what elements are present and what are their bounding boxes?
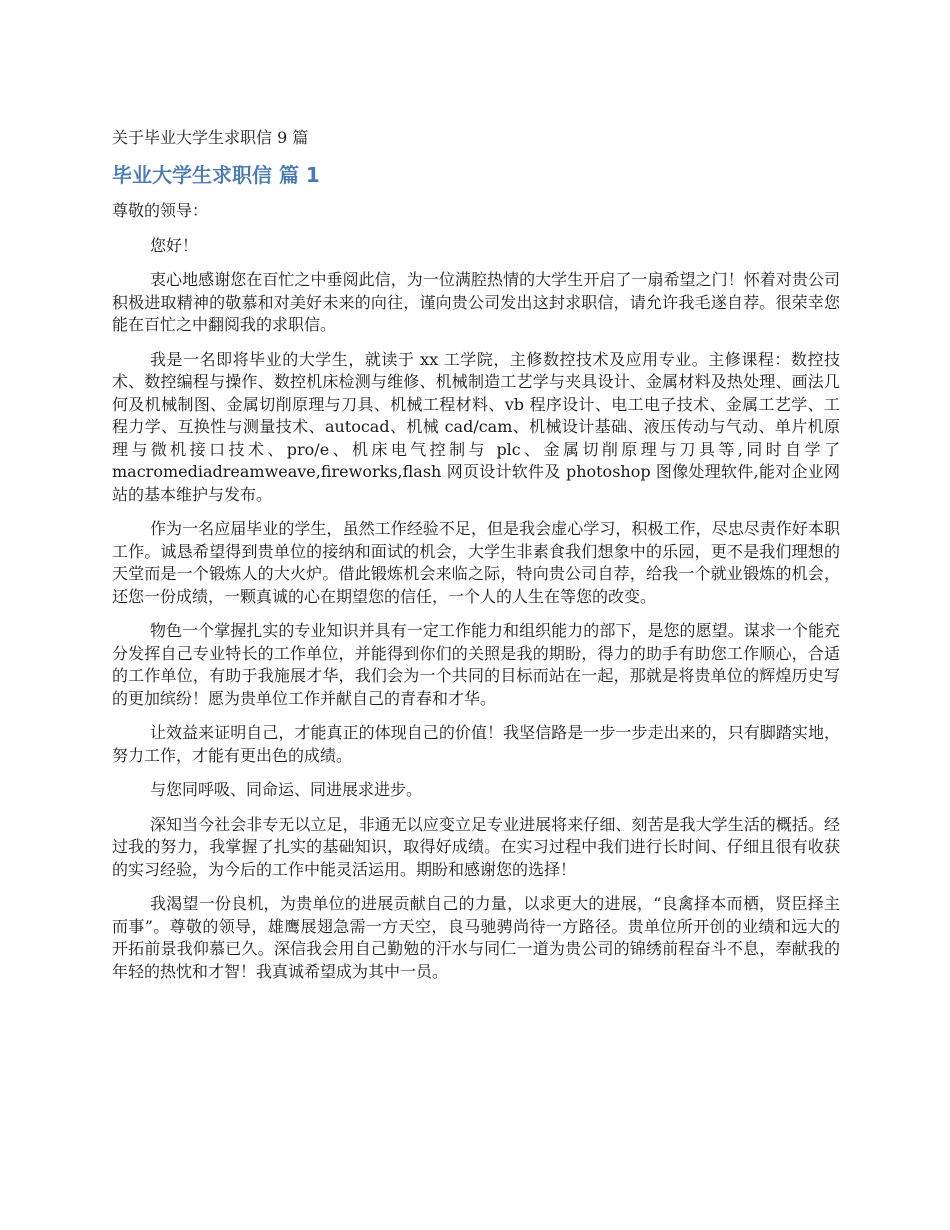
paragraph: 我是一名即将毕业的大学生，就读于 xx 工学院，主修数控技术及应用专业。主修课程：数控技术、数控编程与操作、数控机床检测与维修、机械制造工艺学与夹具设计、金属材料及热处理、画法几何及机械制图、金属切削原理与刀具、机械工程材料、vb 程序设计、电工电子技术、金属工艺学、工程力学、互换性与测量技术、autocad、机械 cad/cam、机械设计基础、液压传动与气动、单片机原理与微机接口技术、pro/e、机床电气控制与 plc、金属切削原理与刀具等,同时自学了 macromediadreamweave,fireworks,flash 网页设计软件及 photoshop 图像处理软件,能对企业网站的基本维护与发布。 [112, 349, 840, 504]
paragraph: 物色一个掌握扎实的专业知识并具有一定工作能力和组织能力的部下，是您的愿望。谋求一个能充分发挥自己专业特长的工作单位，并能得到你们的关照是我的期盼，得力的助手有助您工作顺心，合适的工作单位，有助于我施展才华，我们会为一个共同的目标而站在一起，那就是将贵单位的辉煌历史写的更加缤纷！愿为贵单位工作并献自己的青春和才华。 [112, 621, 840, 708]
greeting: 您好！ [150, 235, 199, 255]
section-heading: 毕业大学生求职信 篇 1 [112, 163, 320, 187]
paragraph: 作为一名应届毕业的学生，虽然工作经验不足，但是我会虚心学习，积极工作，尽忠尽责作好本职工作。诚恳希望得到贵单位的接纳和面试的机会，大学生非素食我们想象中的乐园，更不是我们理想的天堂而是一个锻炼人的大火炉。借此锻炼机会来临之际，特向贵公司自荐，给我一个就业锻炼的机会，还您一份成绩，一颗真诚的心在期望您的信任，一个人的人生在等您的改变。 [112, 519, 840, 606]
salutation: 尊敬的领导： [112, 201, 209, 220]
paragraph: 与您同呼吸、同命运、同进展求进步。 [150, 780, 423, 799]
paragraph: 让效益来证明自己，才能真正的体现自己的价值！我坚信路是一步一步走出来的，只有脚踏实地，努力工作，才能有更出色的成绩。 [112, 723, 840, 765]
paragraph: 深知当今社会非专无以立足，非通无以应变立足专业进展将来仔细、刻苦是我大学生活的概括。经过我的努力，我掌握了扎实的基础知识，取得好成绩。在实习过程中我们进行长时间、仔细且很有收获的实习经验，为今后的工作中能灵活运用。期盼和感谢您的选择！ [112, 814, 840, 879]
document-title: 关于毕业大学生求职信 9 篇 [112, 128, 309, 147]
paragraph: 我渴望一份良机，为贵单位的进展贡献自己的力量，以求更大的进展，“良禽择本而栖，贤臣择主而事”。尊敬的领导，雄鹰展翅急需一方天空，良马驰骋尚待一方路径。贵单位所开创的业绩和远大的开拓前景我仰慕已久。深信我会用自己勤勉的汗水与同仁一道为贵公司的锦绣前程奋斗不息，奉献我的年轻的热忱和才智！我真诚希望成为其中一员。 [112, 894, 840, 981]
paragraph: 衷心地感谢您在百忙之中垂阅此信，为一位满腔热情的大学生开启了一扇希望之门！怀着对贵公司积极进取精神的敬慕和对美好未来的向往，谨向贵公司发出这封求职信，请允许我毛遂自荐。很荣幸您能在百忙之中翻阅我的求职信。 [112, 270, 840, 334]
document-page [112, 126, 840, 995]
